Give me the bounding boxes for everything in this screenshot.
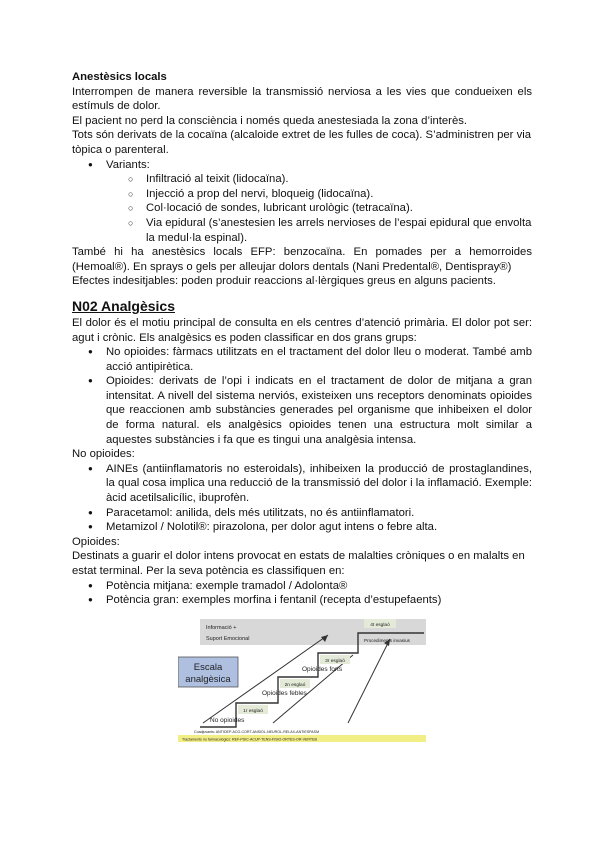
strong-opioids-label: Opioides forts <box>302 666 343 673</box>
bullet-list <box>72 345 532 447</box>
weak-opioids-label: Opioides febles <box>262 690 307 697</box>
paragraph: No opioides: <box>72 448 135 461</box>
step4-label: 4t esglaó <box>370 623 390 628</box>
coadjuvants-label: Coadjuvants: ANTIDEP-ACO-CORT-ANSIOL-NEUROL-RELAX-ANTIESPASM <box>194 730 320 734</box>
bullet-list <box>72 462 532 535</box>
list-item: ● AINEs (antiinflamatoris no esteroidals), inhibeixen la producció de prostaglandines, la qual cosa implica una reducció de la transmissió del dolor i la inflamació. Exemple: àcid acetilsalicílic, ibuprofèn. <box>72 462 532 506</box>
no-opioids-label: No opioides <box>210 717 245 724</box>
list-item: ● Variants: ○ Infiltració al teixit (lidocaïna). ○ Injecció a prop del nervi, bloqueig (lidocaïna). ○ Col·locació de sondes, lubricant urològic (tetracaïna). ○ Via epidural (s’anestesien les arrels nervioses de l’espai epidural que envolta la medul·la espinal). <box>72 158 532 246</box>
step3-label: 3r esglaó <box>325 659 345 664</box>
step2-label: 2n esglaó <box>284 683 306 688</box>
paragraph: Opioides: <box>72 535 120 548</box>
paragraph: Tots són derivats de la cocaïna (alcaloide extret de les fulles de coca). S’administren per via tòpica o parenteral. <box>72 129 532 156</box>
list-item: ● Paracetamol: anilida, dels més utilitzats, no és antiinflamatori. <box>72 506 532 521</box>
figure-title-line2: analgèsica <box>185 674 231 685</box>
list-item: ● Metamizol / Nolotil®: pirazolona, per dolor agut intens o febre alta. <box>72 520 532 535</box>
list-item: ○ Injecció a prop del nervi, bloqueig (lidocaïna). <box>72 187 532 202</box>
paragraph: També hi ha anestèsics locals EFP: benzocaïna. En pomades per a hemorroides (Hemoal®). En sprays o gels per alleujar dolors dentals (Nani Predental®, Dentispray®) <box>72 246 532 273</box>
info-line1: Informació + <box>206 625 237 631</box>
procedures-label: Procediments invasius <box>364 638 410 643</box>
list-item: ● Potència gran: exemples morfina i fentanil (recepta d’estupefaents) <box>72 593 532 608</box>
paragraph: El dolor és el motiu principal de consulta en els centres d’atenció primària. El dolor pot ser: agut i crònic. Els analgèsics es poden classificar en dos grans grups: <box>72 316 532 344</box>
info-line2: Suport Emocional <box>206 636 250 642</box>
section-title-analgesics: N02 Analgèsics <box>72 297 175 314</box>
analgesic-ladder-figure <box>178 615 426 742</box>
bullet-list <box>72 158 532 246</box>
list-item: ● No opioides: fàrmacs utilitzats en el tractament del dolor lleu o moderat. També amb acció antipirètica. <box>72 345 532 374</box>
sub-list <box>72 172 532 245</box>
paragraph: Destinats a guarir el dolor intens provocat en estats de malalties cròniques o en malalts en estat terminal. Per la seva potència es classifiquen en: <box>72 550 525 577</box>
step1-label: 1r esglaó <box>243 709 263 714</box>
section-title-anestesics: Anestèsics locals <box>72 71 167 83</box>
list-item: ○ Col·locació de sondes, lubricant urològic (tetracaïna). <box>72 201 532 216</box>
paragraph: El pacient no perd la consciència i només queda anestesiada la zona d’interès. <box>72 114 468 127</box>
list-item: ● Opioides: derivats de l’opi i indicats en el tractament de dolor de mitjana a gran intensitat. A nivell del sistema nerviós, existeixen uns receptors denominats opioides que reaccionen amb substàncies generades pel organisme que inhibeixen el dolor de forma natural. els analgèsics opioides tenen una estructura molt similar a aquestes substàncies i fa que es tingui una analgèsia intensa. <box>72 374 532 447</box>
list-item: ○ Via epidural (s’anestesien les arrels nervioses de l’espai epidural que envolta la medul·la espinal). <box>72 216 532 245</box>
list-item: ● Potència mitjana: exemple tramadol / Adolonta® <box>72 579 532 594</box>
list-item: ○ Infiltració al teixit (lidocaïna). <box>72 172 532 187</box>
figure-title-line1: Escala <box>193 662 223 673</box>
non-pharma-label: Tractaments no farmacològics: REF-PSIC-ACUP-TENS-FISIO-ORTES-OR-VERTEB <box>182 737 317 742</box>
paragraph: Interrompen de manera reversible la transmissió nerviosa a les vies que condueixen els estímuls de dolor. <box>72 85 532 113</box>
document-page <box>72 70 532 608</box>
bullet-list <box>72 579 532 608</box>
paragraph: Efectes indesitjables: poden produir reaccions al·lèrgiques greus en alguns pacients. <box>72 275 496 288</box>
